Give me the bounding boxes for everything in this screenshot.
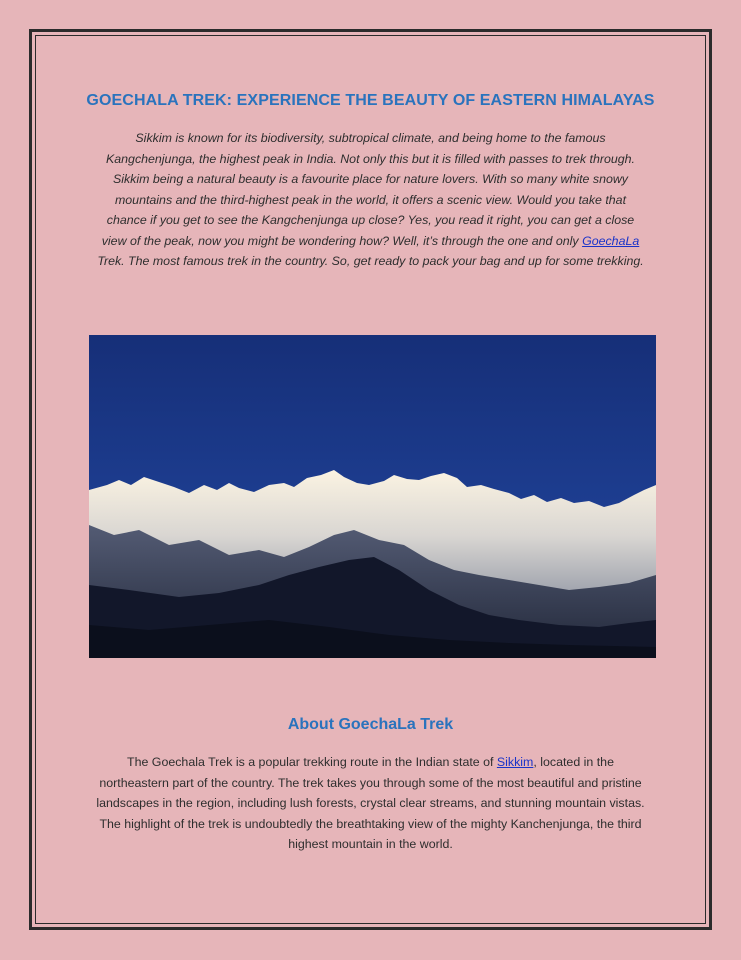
intro-text-end: Trek. The most famous trek in the country. So, get ready to pack your bag and up for some trekking. — [97, 254, 644, 268]
sikkim-link[interactable]: Sikkim — [496, 755, 534, 769]
about-heading: About GoechaLa Trek — [287, 716, 454, 733]
intro-paragraph — [94, 128, 647, 272]
intro-text-start: Sikkim is known for its biodiversity, subtropical climate, and being home to the famous Kangchenjunga, the highest peak in India. Not only this but it is filled with passes to trek through. Sikkim being a natural beauty is a favourite place for nature lovers. With so many white snowy mountains and the third-highest peak in the world, it offers a scenic view. Would you take that chance if you get to see the Kangchenjunga up close? Yes, you read it right, you can get a close view of the peak, now you might be wondering how? Well, it’s through the one and only — [101, 131, 635, 248]
about-text-end: , located in the northeastern part of the country. The trek takes you through some of the most beautiful and pristine landscapes in the region, including lush forests, crystal clear streams, and stunning mountain vistas. The highlight of the trek is undoubtedly the breathtaking view of the mighty Kanchenjunga, the third highest mountain in the world. — [96, 755, 645, 851]
about-text-start: The Goechala Trek is a popular trekking route in the Indian state of — [127, 755, 497, 769]
goechala-link[interactable]: GoechaLa — [582, 233, 640, 248]
mountain-photo — [89, 335, 656, 658]
about-paragraph — [94, 752, 647, 855]
page-title: GOECHALA TREK: EXPERIENCE THE BEAUTY OF EASTERN HIMALAYAS — [86, 92, 655, 109]
